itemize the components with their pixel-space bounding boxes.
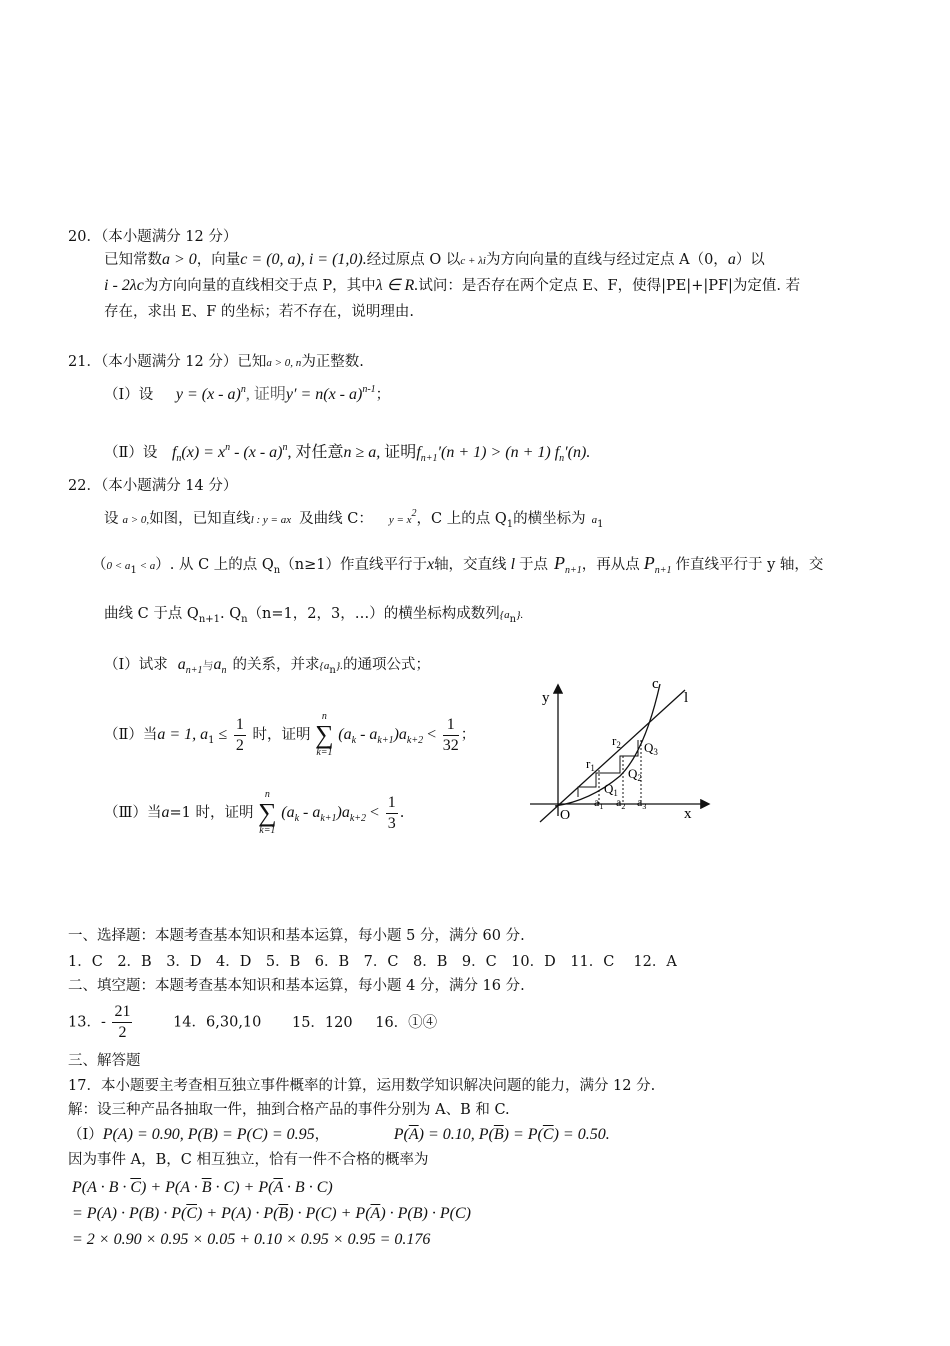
q22-line1: 设 a > 0,如图，已知直线l : y = ax 及曲线 C： $y = x^2$，C 上的点 $Q_1$的横坐标为 $a_1$ <box>104 508 604 530</box>
q22-line2: $(0 < a_1 < a)$. 从 C 上的点 $Q_n(n\ge 1)$作直线平行于x轴，交直线 l 于点 $P_{n+1}$，再从点 $P_{n+1}$ 作直线平行于 y 轴，交 <box>92 553 824 576</box>
ans-sec2: 二、填空题：本题考查基本知识和基本运算，每小题 4 分，满分 16 分. <box>68 978 525 994</box>
q22-part1: （Ⅰ）试求 $a_{n+1}$与$a_n$ 的关系，并求$\{a_n\}$.的通项公式； <box>104 656 430 676</box>
label-a1: $a_1$ <box>594 795 604 811</box>
ans-sec1: 一、选择题：本题考查基本知识和基本运算，每小题 5 分，满分 60 分. <box>68 928 525 944</box>
sum-symbol: n ∑ k=1 <box>315 711 334 758</box>
frac-half: $\frac{1}{2}$ <box>235 715 244 754</box>
q17-because: 因为事件 A，B，C 相互独立，恰有一件不合格的概率为 <box>68 1152 429 1168</box>
q17-solution: 解：设三种产品各抽取一件，抽到合格产品的事件分别为 A、B 和 C. <box>68 1102 510 1118</box>
label-x: x <box>684 806 692 822</box>
q21-part1: （Ⅰ）设 y = (x - a)$^n$, 证明y′ = n(x - a)$^{n-1}$； <box>104 384 391 403</box>
ans-choices: 1．C 2．B 3．D 4．D 5．B 6．B 7．C 8．B 9．C 10．D 11．C 12．A <box>68 954 677 970</box>
q20-header: 20．（本小题满分 12 分） <box>68 229 238 245</box>
q17-eq2: = $P(A) \cdot P(B) \cdot P(\overline{C}) + P(A) \cdot P(\overline{B}) \cdot P(C) + P(\overline{A}) \cdot P(B) \cdot P(C)$ <box>72 1205 471 1222</box>
label-l: l <box>684 690 689 706</box>
frac-21-2: $\frac{21}{2}$ <box>114 1003 131 1041</box>
label-Q2: $Q_2$ <box>628 766 642 783</box>
q21-part2: （Ⅱ）设 $f_n(x) = x^n - (x - a)^n$, 对任意n ≥ a, 证明$f_{n+1}'(n + 1) > (n + 1)$ $f_n'(n)$. <box>104 442 591 464</box>
ans-fill: 13．- $\frac{21}{2}$ 14．6,30,10 15．120 16．①④ <box>68 1003 438 1041</box>
q17-part1: （Ⅰ）P(A) = 0.90, P(B) = P(C) = 0.95， $P(\overline{A}) = 0.10$, $P(\overline{B}) = P(\overline{C}) = 0.50$. <box>68 1126 610 1143</box>
label-r2: $r_2$ <box>612 733 621 750</box>
label-O: O <box>560 808 571 823</box>
q22-header: 22．（本小题满分 14 分） <box>68 478 238 494</box>
label-c: c <box>652 676 659 692</box>
label-a3: $a_3$ <box>637 795 647 811</box>
frac-1-32: $\frac{1}{32}$ <box>442 715 459 754</box>
label-y: y <box>542 690 550 706</box>
q17-intro: 17．本小题要主考查相互独立事件概率的计算，运用数学知识解决问题的能力，满分 12 分. <box>68 1078 656 1094</box>
q17-eq3: = 2 × 0.90 × 0.95 × 0.05 + 0.10 × 0.95 × 0.95 = 0.176 <box>72 1231 431 1248</box>
q20-line3: 存在，求出 E、F 的坐标；若不存在，说明理由. <box>104 304 414 320</box>
label-a2: $a_2$ <box>616 795 626 811</box>
q22-line3: 曲线 C 于点 $Q_{n+1}$. $Q_n(n=1$，2，3，…）的横坐标构成数列$\{a_n\}$. <box>104 606 524 625</box>
ans-sec3: 三、解答题 <box>68 1053 141 1069</box>
q20-line2: i - 2λc为方向向量的直线相交于点 P，其中λ ∈ R.试问：是否存在两个定点 E、F，使得|PE|+|PF|为定值. 若 <box>104 277 801 294</box>
q17-eq1: $P(A \cdot B \cdot \overline{C}) + P(A \cdot \overline{B} \cdot C) + P(\overline{A} \cdot B \cdot C)$ <box>72 1179 333 1196</box>
label-Q3: $Q_3$ <box>644 740 658 757</box>
sum-symbol-2: n ∑ k=1 <box>258 789 277 836</box>
q20-line1: 已知常数a > 0，向量c = (0, a), i = (1,0).经过原点 O 以c + λi为方向向量的直线与经过定点 A（0，a）以 <box>104 251 765 268</box>
q22-part3: （Ⅲ）当a=1 时，证明 n ∑ k=1 $(a_k - a_{k+1})a_{k+2}$ < $\frac{1}{3}$ . <box>104 789 405 836</box>
label-Q1: $Q_1$ <box>604 781 618 798</box>
q21-header: 21．（本小题满分 12 分）已知a > 0, n为正整数. <box>68 354 364 370</box>
frac-1-3: $\frac{1}{3}$ <box>387 793 396 832</box>
line-l <box>540 690 685 822</box>
label-r1: $r_1$ <box>586 756 595 773</box>
q22-figure <box>520 676 720 826</box>
q22-part2: （Ⅱ）当a = 1, $a_1$ ≤ $\frac{1}{2}$ 时，证明 n ∑ k=1 $(a_k - a_{k+1})a_{k+2}$ < $\frac{1}{32}$ ； <box>104 711 476 758</box>
